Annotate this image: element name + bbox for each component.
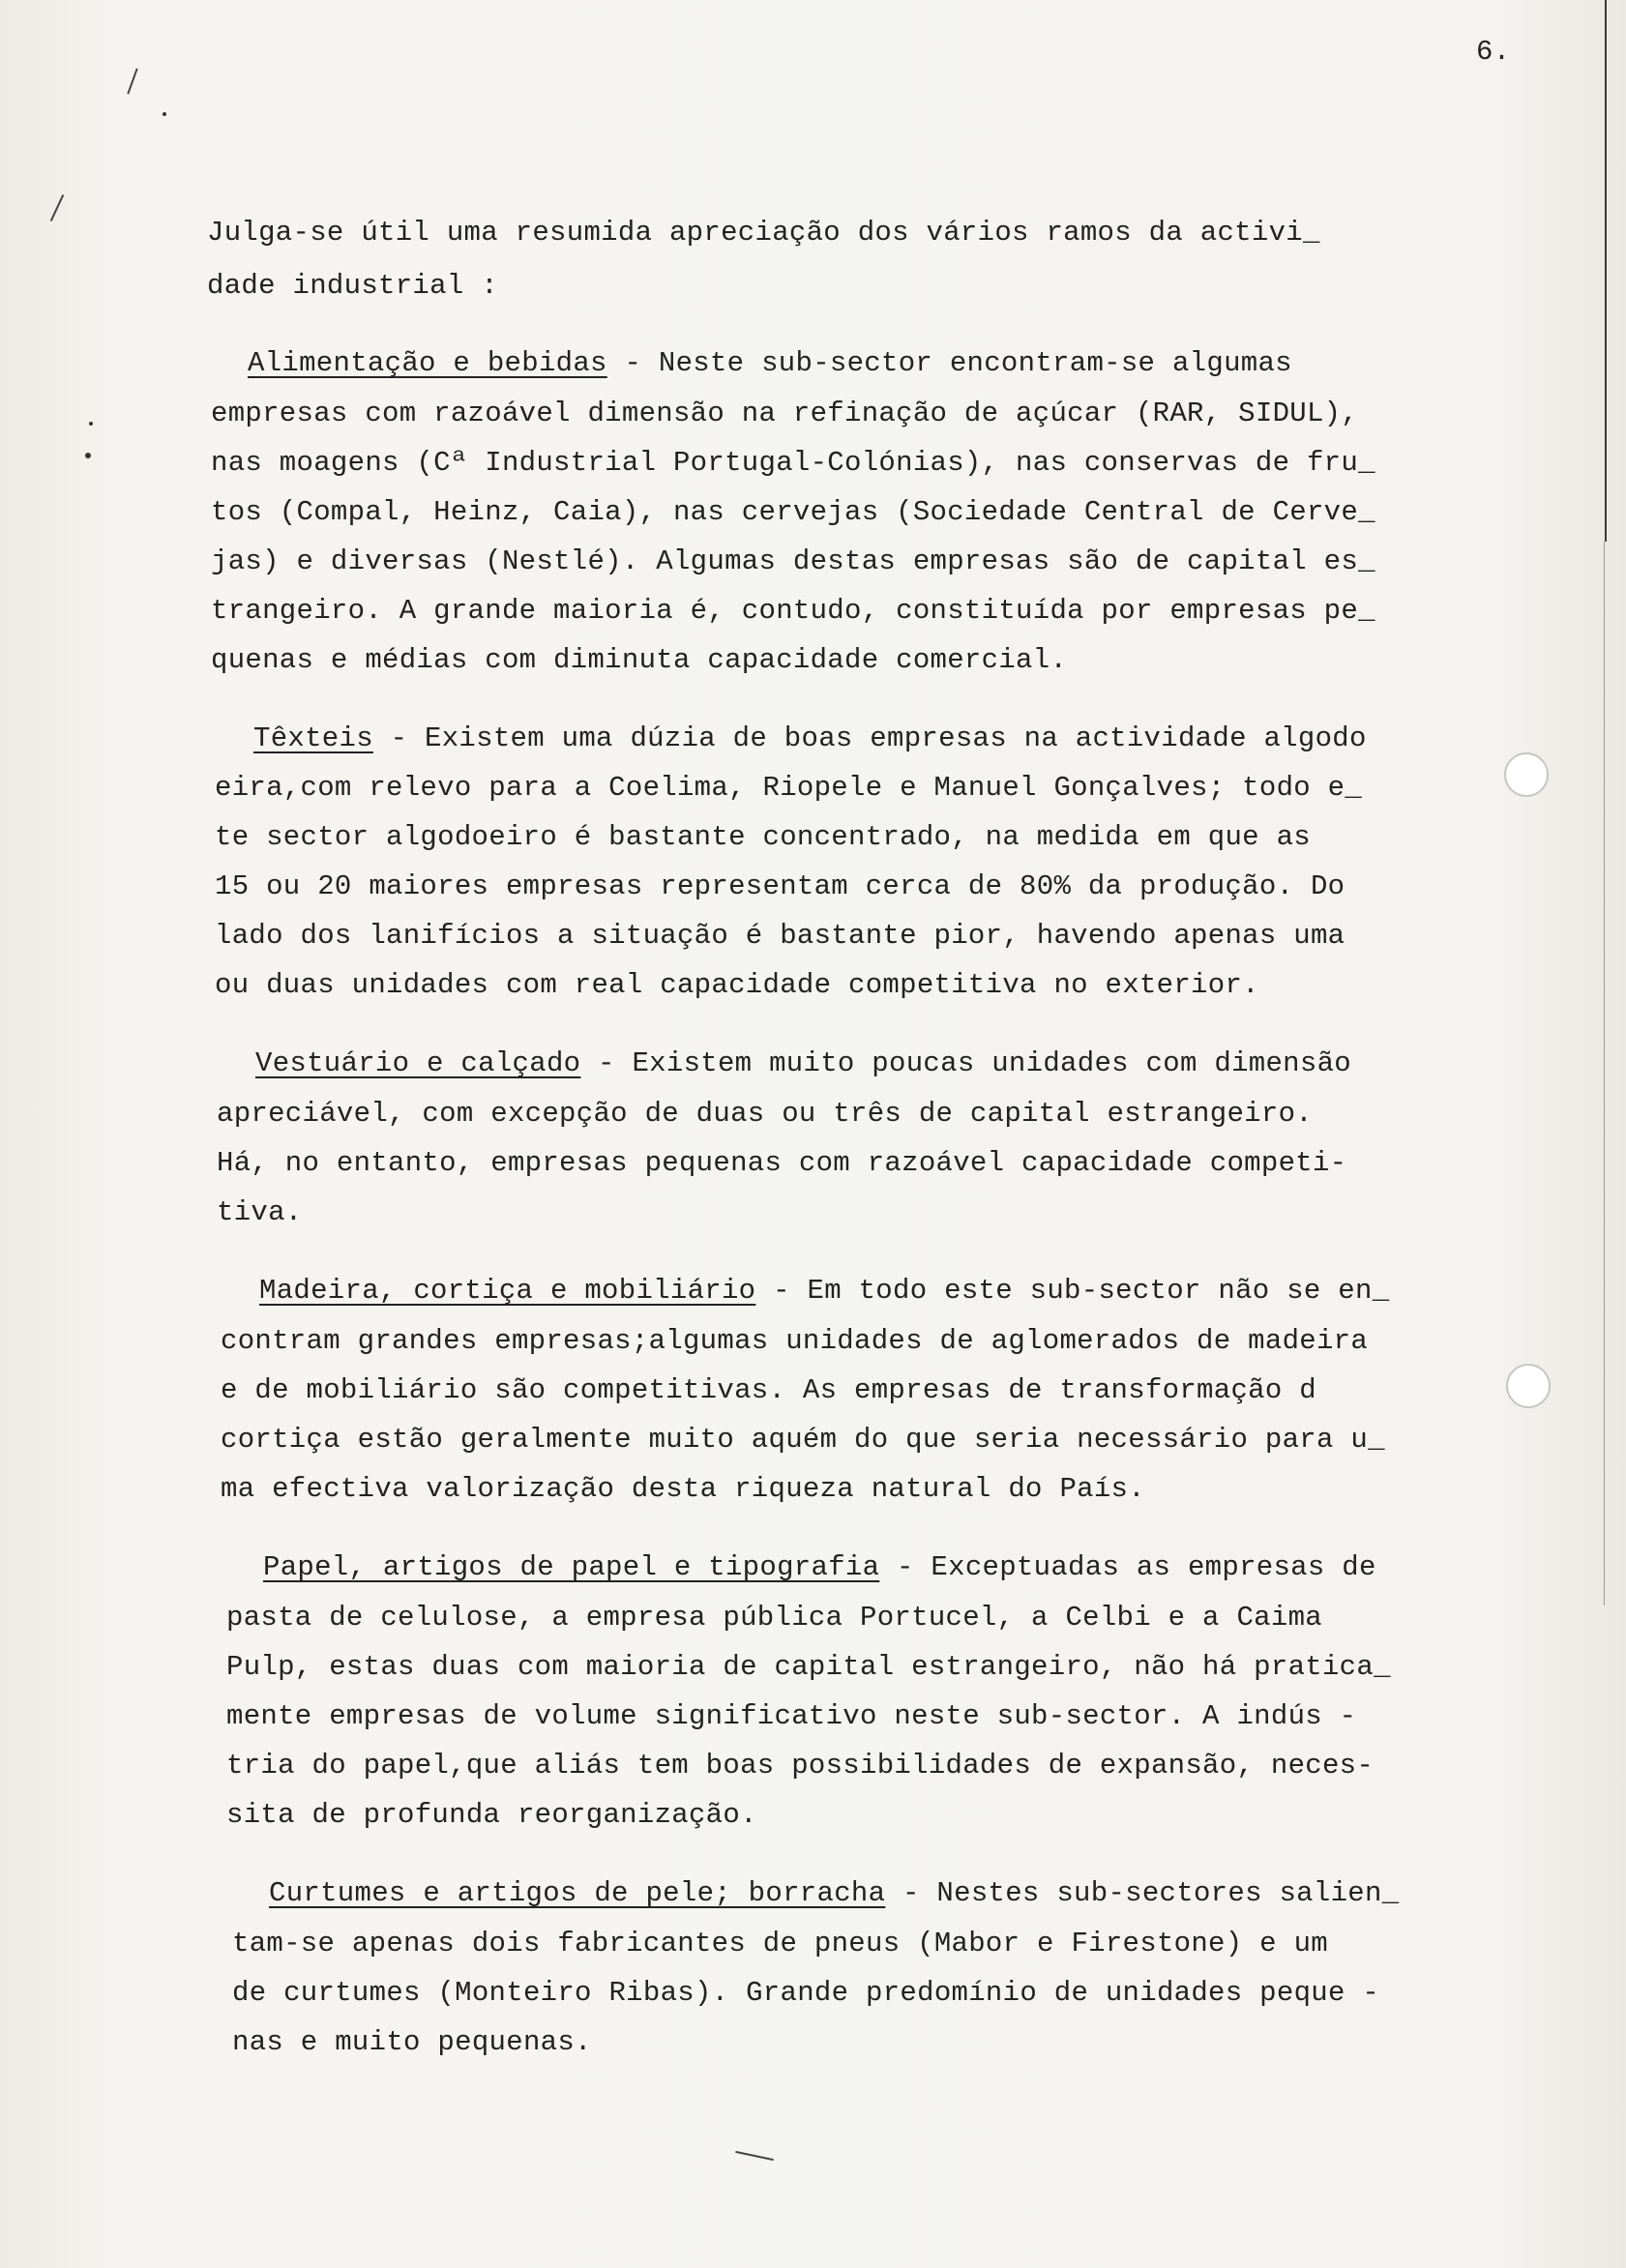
section-first-line bbox=[263, 1550, 1376, 1585]
section-line: eira,com relevo para a Coelima, Riopele e Manuel Gonçalves; todo e_ bbox=[215, 772, 1363, 804]
section-line: tam-se apenas dois fabricantes de pneus (Mabor e Firestone) e um bbox=[232, 1928, 1328, 1959]
section-line: trangeiro. A grande maioria é, contudo, constituída por empresas pe_ bbox=[211, 595, 1375, 627]
intro-line: dade industrial : bbox=[207, 270, 498, 302]
margin-mark bbox=[735, 2151, 774, 2161]
section-text: - Exceptuadas as empresas de bbox=[879, 1551, 1376, 1583]
section-text: - Existem uma dúzia de boas empresas na actividade algodo bbox=[372, 722, 1367, 754]
section-line: pasta de celulose, a empresa pública Portucel, a Celbi e a Caima bbox=[226, 1602, 1322, 1634]
margin-mark bbox=[127, 69, 137, 95]
section-line: te sector algodoeiro é bastante concentrado, na medida em que as bbox=[215, 821, 1311, 853]
margin-dot bbox=[89, 422, 93, 426]
margin-mark bbox=[50, 194, 64, 221]
section-line: Pulp, estas duas com maioria de capital estrangeiro, não há pratica_ bbox=[226, 1651, 1391, 1683]
section-line: tria do papel,que aliás tem boas possibilidades de expansão, neces- bbox=[226, 1750, 1375, 1782]
section-first-line bbox=[255, 1046, 1351, 1081]
section-heading: Curtumes e artigos de pele; borracha bbox=[269, 1877, 886, 1909]
section-heading: Papel, artigos de papel e tipografia bbox=[263, 1551, 880, 1583]
section-heading: Têxteis bbox=[253, 722, 373, 754]
section-line: apreciável, com excepção de duas ou três de capital estrangeiro. bbox=[217, 1098, 1313, 1130]
page-edge-line-faint bbox=[1604, 542, 1605, 1605]
section-first-line bbox=[253, 722, 1367, 756]
punch-hole bbox=[1506, 1364, 1551, 1408]
section-line: nas moagens (Cª Industrial Portugal-Colónias), nas conservas de fru_ bbox=[211, 447, 1375, 479]
section-text: - Existem muito poucas unidades com dimensão bbox=[580, 1047, 1351, 1079]
section-first-line bbox=[259, 1274, 1389, 1309]
section-line: tos (Compal, Heinz, Caia), nas cervejas (Sociedade Central de Cerve_ bbox=[211, 496, 1375, 528]
section-line: mente empresas de volume significativo neste sub-sector. A indús - bbox=[226, 1700, 1357, 1732]
section-text: - Nestes sub-sectores salien_ bbox=[885, 1877, 1400, 1909]
section-line: lado dos lanifícios a situação é bastante pior, havendo apenas uma bbox=[215, 920, 1345, 952]
section-text: - Em todo este sub-sector não se en_ bbox=[755, 1275, 1390, 1307]
margin-dot bbox=[85, 453, 91, 458]
section-line: cortiça estão geralmente muito aquém do que seria necessário para u_ bbox=[221, 1424, 1385, 1456]
section-line: empresas com razoável dimensão na refinação de açúcar (RAR, SIDUL), bbox=[211, 398, 1359, 429]
page-number: 6. bbox=[1476, 36, 1511, 68]
section-line: ma efectiva valorização desta riqueza natural do País. bbox=[221, 1473, 1145, 1505]
section-line: contram grandes empresas;algumas unidades de aglomerados de madeira bbox=[221, 1325, 1369, 1357]
section-line: tiva. bbox=[217, 1196, 303, 1228]
section-heading: Madeira, cortiça e mobiliário bbox=[259, 1275, 756, 1307]
section-line: Há, no entanto, empresas pequenas com razoável capacidade competi- bbox=[217, 1147, 1347, 1179]
section-line: jas) e diversas (Nestlé). Algumas destas empresas são de capital es_ bbox=[211, 545, 1375, 577]
page-edge-line bbox=[1605, 0, 1607, 542]
section-line: quenas e médias com diminuta capacidade comercial. bbox=[211, 644, 1068, 676]
section-line: 15 ou 20 maiores empresas representam cerca de 80% da produção. Do bbox=[215, 870, 1345, 902]
section-first-line bbox=[269, 1876, 1399, 1911]
section-first-line bbox=[248, 346, 1292, 381]
section-line: e de mobiliário são competitivas. As empresas de transformação d bbox=[221, 1374, 1316, 1406]
punch-hole bbox=[1504, 752, 1549, 797]
section-line: de curtumes (Monteiro Ribas). Grande predomínio de unidades peque - bbox=[232, 1977, 1380, 2009]
section-line: nas e muito pequenas. bbox=[232, 2026, 592, 2058]
section-line: ou duas unidades com real capacidade competitiva no exterior. bbox=[215, 969, 1259, 1001]
intro-line: Julga-se útil uma resumida apreciação dos vários ramos da activi_ bbox=[207, 217, 1320, 249]
margin-dot bbox=[163, 112, 166, 116]
section-heading: Vestuário e calçado bbox=[255, 1047, 581, 1079]
section-line: sita de profunda reorganização. bbox=[226, 1799, 757, 1831]
section-heading: Alimentação e bebidas bbox=[248, 347, 607, 379]
section-text: - Neste sub-sector encontram-se algumas bbox=[606, 347, 1292, 379]
